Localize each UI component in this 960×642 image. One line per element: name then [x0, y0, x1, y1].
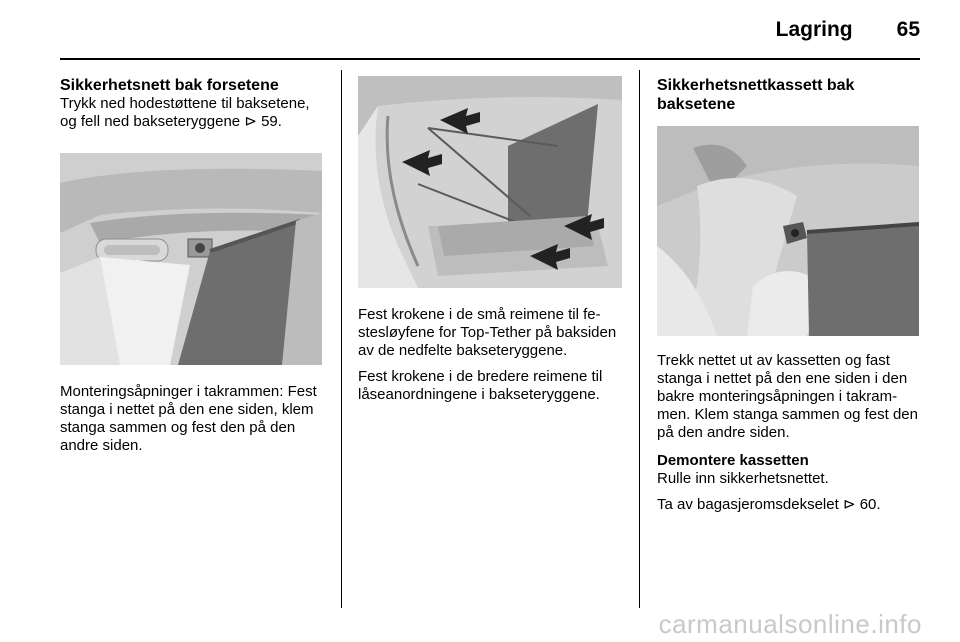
header-rule [60, 58, 920, 60]
hook-instructions-1: Fest krokene i de små reimene til festesløyfene for Top-Tether på baksiden av de nedfelte bakseteryggene. [358, 306, 617, 359]
section-heading: Sikkerhetsnettkassett bak baksetene [657, 77, 855, 113]
figure-caption: Monteringsåpninger i takrammen: Fest stanga i nettet på den ene siden, klem stanga sammen og fest den på den andre siden. [60, 383, 317, 454]
page-reference-arrow-icon: ⊳ [842, 496, 856, 513]
section-heading: Sikkerhetsnett bak forsetene [60, 77, 279, 94]
page-number: 65 [896, 18, 920, 41]
column-3 [657, 76, 921, 514]
intro-end: . [277, 113, 282, 130]
intro-text: Trykk ned hodestøttene til baksetene, og fell ned bakseteryggene [60, 95, 310, 130]
page-reference[interactable]: 59 [261, 113, 278, 130]
page-reference-arrow-icon: ⊳ [244, 113, 257, 130]
figure-roof-mounting [60, 153, 322, 365]
column-1 [60, 76, 324, 455]
watermark: carmanualsonline.info [658, 609, 922, 639]
remove-step-2-end: . [876, 496, 881, 513]
subheading: Demontere kassetten [657, 452, 809, 469]
cassette-instructions: Trekk nettet ut av kassetten og fast stanga i nettet på den ene siden i den bakre monteringsåpningen i takrammen. Klem stanga sammen og fest den på den andre siden. [657, 352, 918, 441]
remove-step-1: Rulle inn sikkerhetsnettet. [657, 470, 829, 487]
hook-instructions-2: Fest krokene i de bredere reimene til låseanordningene i bakseteryggene. [358, 368, 603, 403]
column-2 [358, 76, 622, 404]
intro-paragraph [60, 95, 324, 131]
section-title: Lagring [775, 18, 853, 41]
column-divider [639, 70, 640, 608]
remove-step-2 [657, 496, 921, 514]
figure-top-tether-hooks [358, 76, 622, 288]
page-header [776, 18, 920, 48]
remove-step-2-text: Ta av bagasjeromsdekselet [657, 496, 843, 513]
figure-cassette-mounting [657, 126, 919, 336]
page-reference[interactable]: 60 [859, 496, 877, 513]
column-divider [341, 70, 342, 608]
